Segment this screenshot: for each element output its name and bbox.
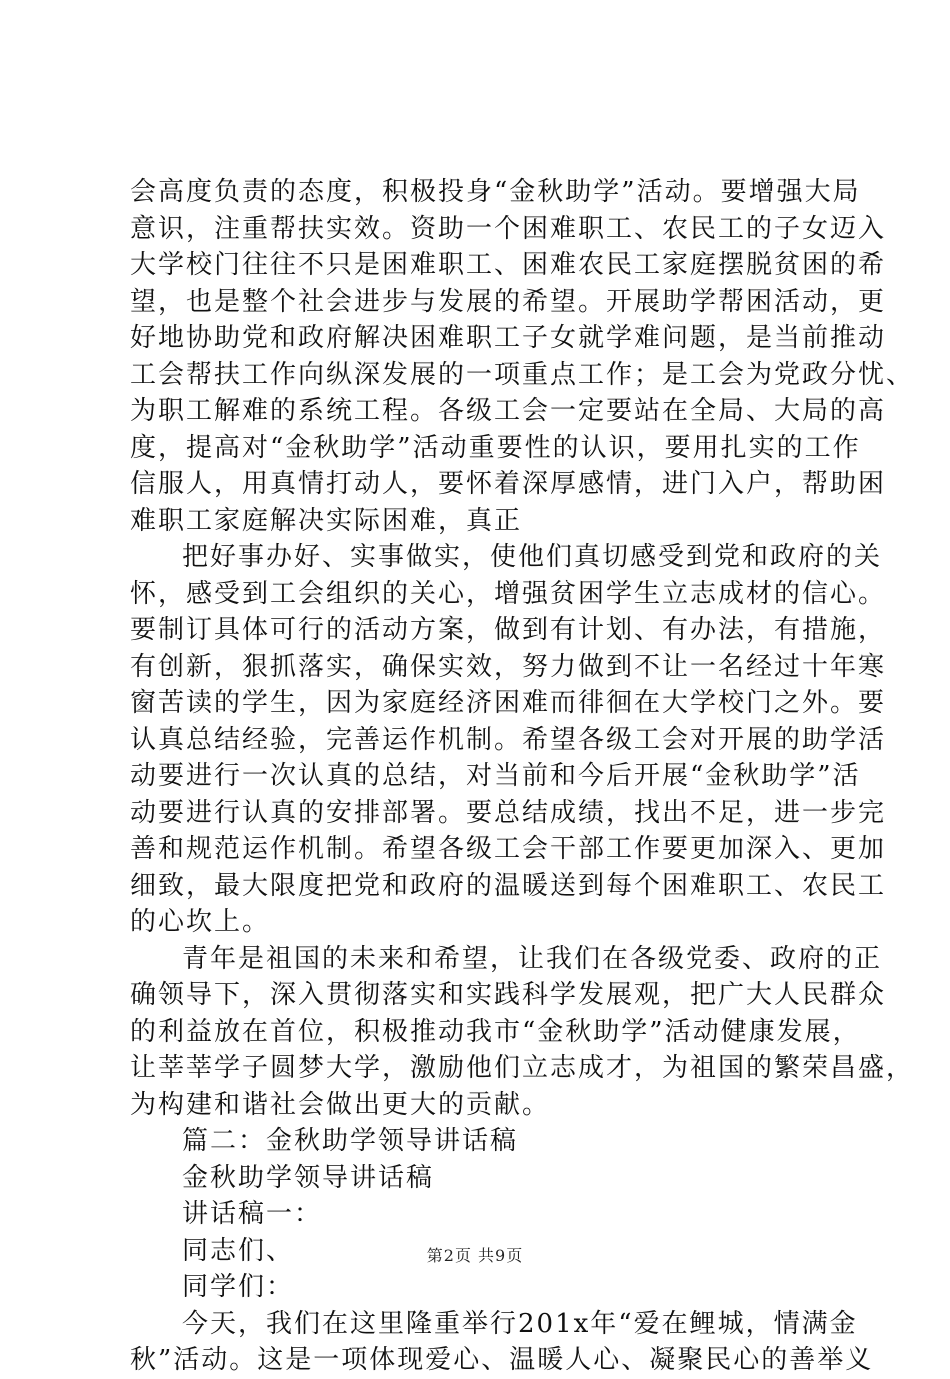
text-line: 把好事办好、实事做实，使他们真切感受到党和政府的关: [182, 542, 883, 572]
document-body: [130, 174, 915, 1379]
text-line: 度，提高对“金秋助学”活动重要性的认识，要用扎实的工作: [130, 432, 861, 463]
text-line: 认真总结经验，完善运作机制。希望各级工会对开展的助学活: [130, 724, 887, 755]
page-footer: 第2页 共9页: [426, 1246, 524, 1265]
text-line: 青年是祖国的未来和希望，让我们在各级党委、政府的正: [182, 943, 883, 974]
text-line: 篇二：金秋助学领导讲话稿: [182, 1126, 519, 1156]
text-line: 同志们、: [182, 1235, 295, 1266]
text-line: 好地协助党和政府解决困难职工子女就学难问题，是当前推动: [130, 323, 887, 353]
text-line: 望，也是整个社会进步与发展的希望。开展助学帮困活动，更: [130, 286, 887, 317]
text-line: 细致，最大限度把党和政府的温暖送到每个困难职工、农民工: [130, 870, 887, 901]
text-line: 信服人，用真情打动人，要怀着深厚感情，进门入户，帮助困: [130, 469, 887, 499]
text-line: 有创新，狠抓落实，确保实效，努力做到不让一名经过十年寒: [130, 651, 887, 682]
text-line: 动要进行认真的安排部署。要总结成绩，找出不足，进一步完: [130, 797, 887, 828]
text-line: 意识，注重帮扶实效。资助一个困难职工、农民工的子女迈入: [130, 213, 887, 244]
text-line: 大学校门往往不只是困难职工、困难农民工家庭摆脱贫困的希: [130, 250, 887, 280]
text-line: 为职工解难的系统工程。各级工会一定要站在全局、大局的高: [130, 396, 887, 426]
text-line: 同学们：: [182, 1272, 295, 1302]
text-line: 要制订具体可行的活动方案，做到有计划、有办法，有措施，: [130, 615, 887, 645]
text-line: 讲话稿一：: [182, 1199, 323, 1229]
text-line: 工会帮扶工作向纵深发展的一项重点工作；是工会为党政分忧、: [130, 359, 915, 390]
text-line: 秋”活动。这是一项体现爱心、温暖人心、凝聚民心的善举义: [130, 1345, 874, 1375]
text-line: 今天，我们在这里隆重举行201x年“爱在鲤城，情满金: [182, 1308, 858, 1339]
text-line: 窗苦读的学生，因为家庭经济困难而徘徊在大学校门之外。要: [130, 688, 887, 718]
text-line: 的心坎上。: [130, 907, 271, 937]
text-line: 确领导下，深入贯彻落实和实践科学发展观，把广大人民群众: [130, 980, 887, 1010]
text-line: 的利益放在首位，积极推动我市“金秋助学”活动健康发展，: [130, 1016, 861, 1047]
text-line: 动要进行一次认真的总结，对当前和今后开展“金秋助学”活: [130, 761, 861, 791]
text-line: 善和规范运作机制。希望各级工会干部工作要更加深入、更加: [130, 834, 887, 864]
text-line: 会高度负责的态度，积极投身“金秋助学”活动。要增强大局: [130, 177, 861, 207]
text-line: 怀，感受到工会组织的关心，增强贫困学生立志成材的信心。: [130, 578, 887, 609]
text-line: 难职工家庭解决实际困难，真正: [130, 505, 523, 536]
text-line: 金秋助学领导讲话稿: [182, 1162, 435, 1193]
text-line: 让莘莘学子圆梦大学，激励他们立志成才，为祖国的繁荣昌盛，: [130, 1053, 915, 1083]
text-line: 为构建和谐社会做出更大的贡献。: [130, 1089, 551, 1120]
